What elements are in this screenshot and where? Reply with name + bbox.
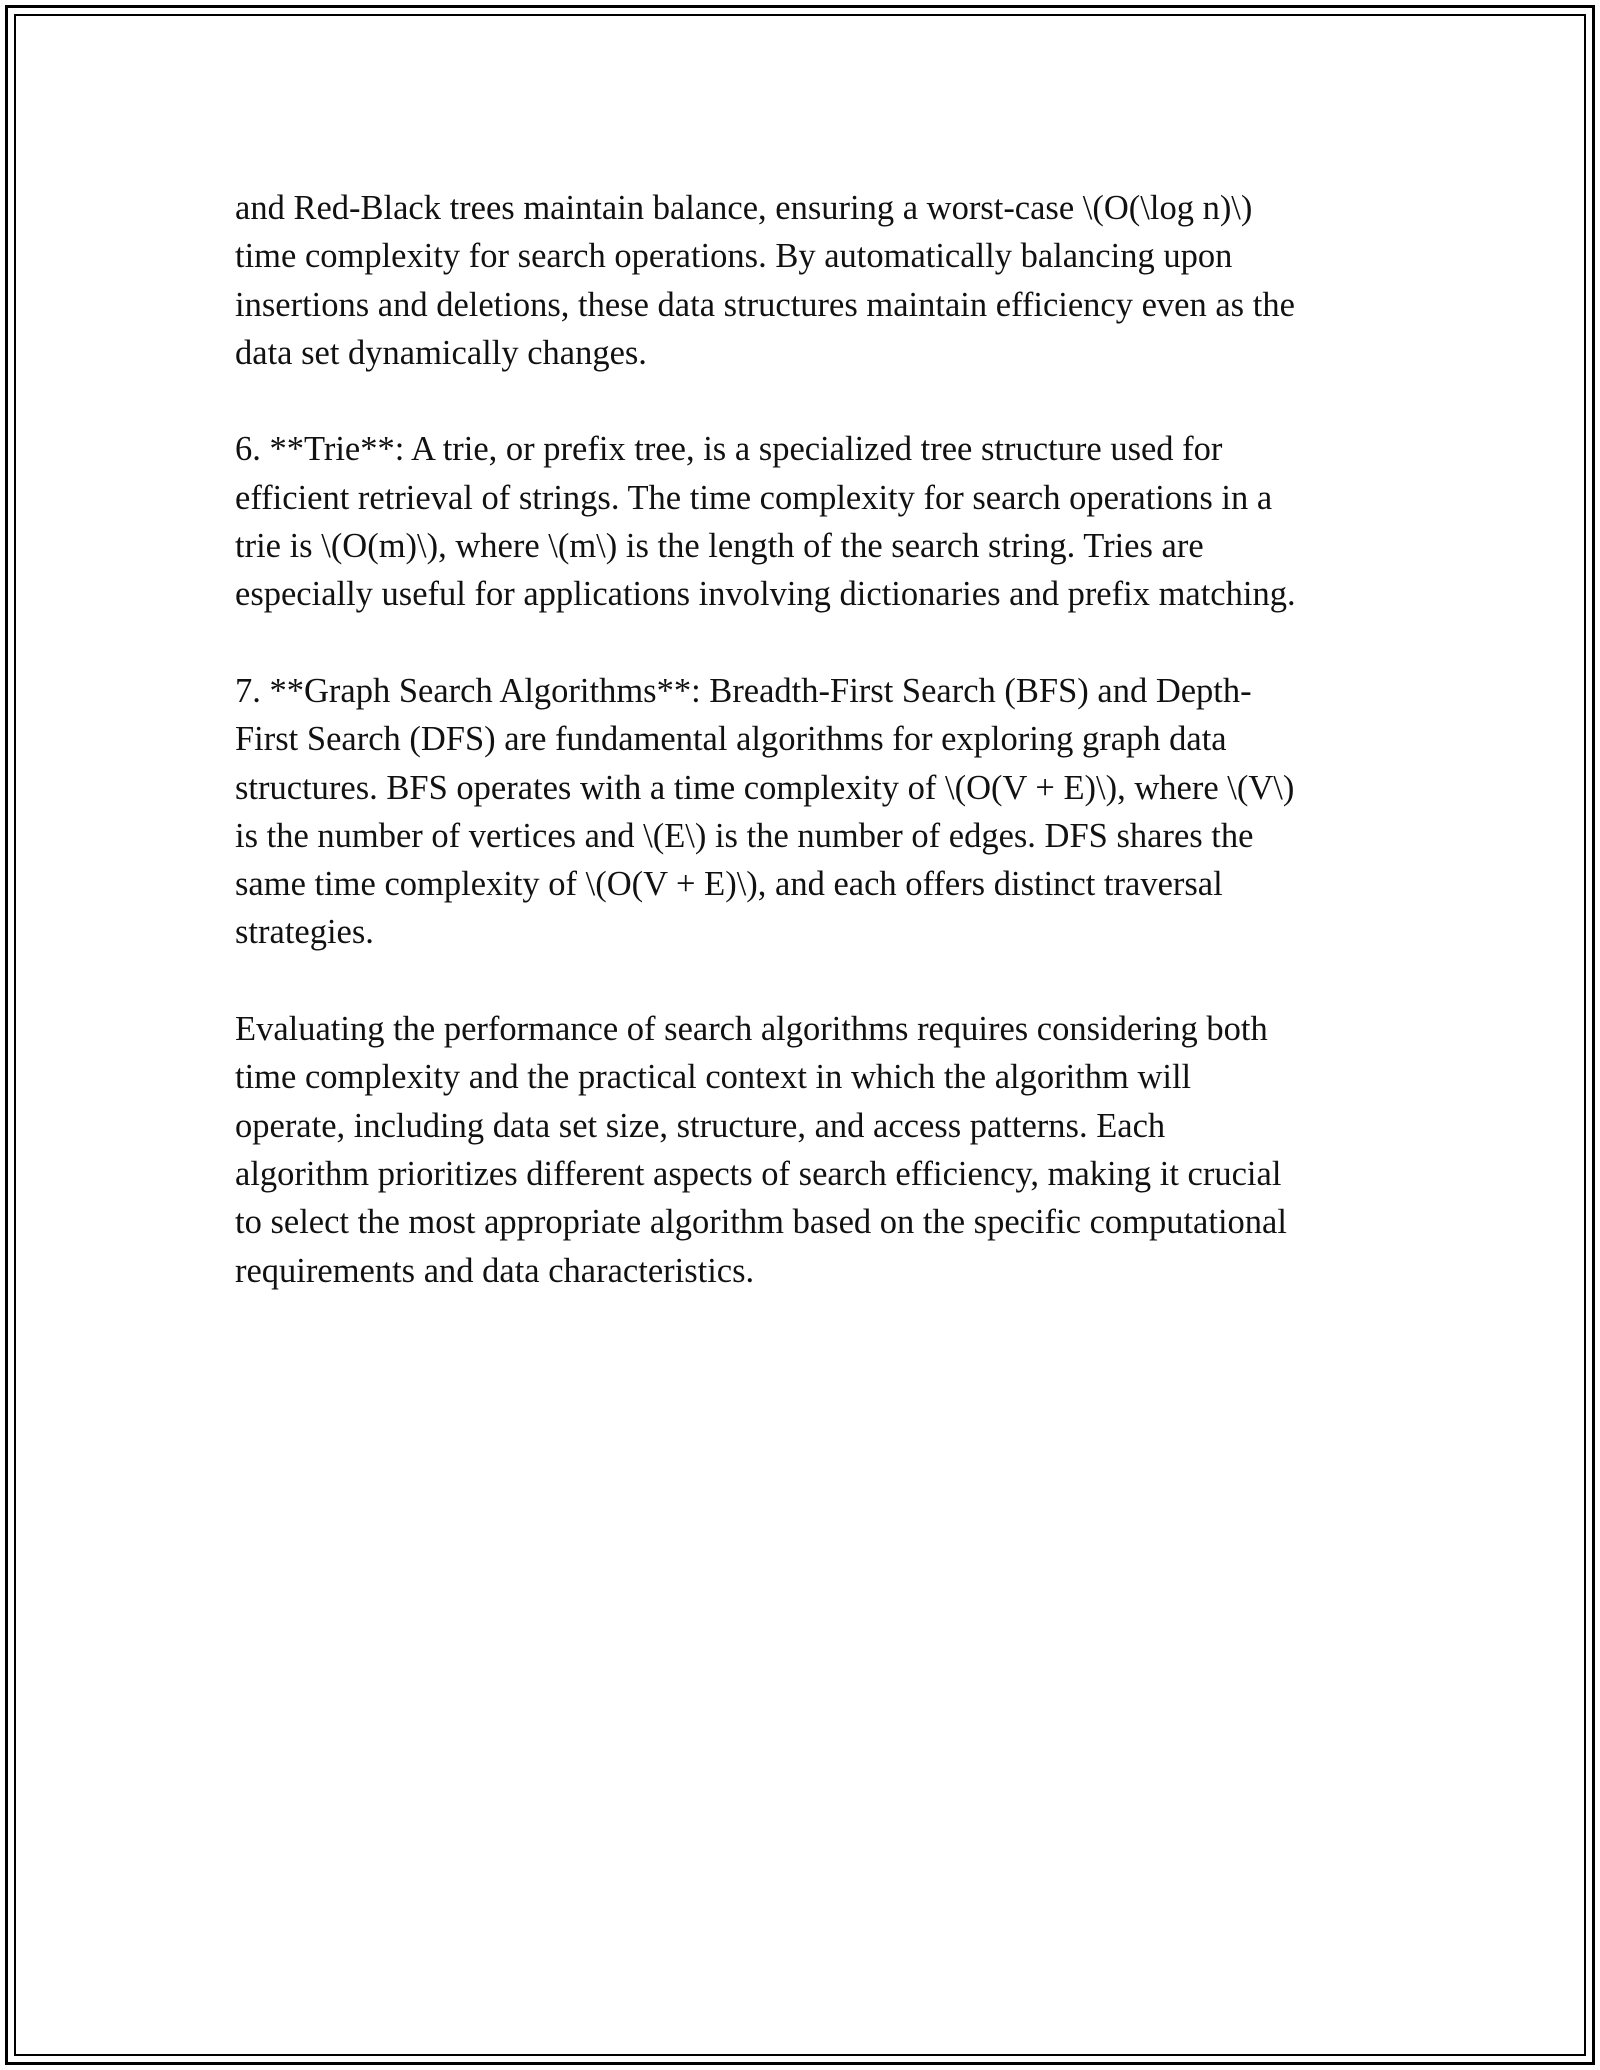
text-line: insertions and deletions, these data structures maintain efficiency even as the xyxy=(235,285,1295,324)
text-line: time complexity and the practical context in which the algorithm will xyxy=(235,1058,1192,1097)
text-line: Evaluating the performance of search algorithms requires considering both xyxy=(235,1010,1268,1049)
text-line: algorithm prioritizes different aspects of search efficiency, making it crucial xyxy=(235,1154,1282,1193)
text-line: to select the most appropriate algorithm based on the specific computational xyxy=(235,1203,1287,1242)
text-line: structures. BFS operates with a time complexity of \(O(V + E)\), where \(V\) xyxy=(235,768,1295,807)
text-line: 7. **Graph Search Algorithms**: Breadth-First Search (BFS) and Depth- xyxy=(235,671,1252,710)
document-body xyxy=(235,184,1385,1295)
text-line: and Red-Black trees maintain balance, ensuring a worst-case \(O(\log n)\) xyxy=(235,189,1253,227)
text-line: efficient retrieval of strings. The time complexity for search operations in a xyxy=(235,478,1273,517)
paragraph-graph-search xyxy=(235,667,1385,957)
paragraph-balanced-trees xyxy=(235,184,1385,377)
text-line: operate, including data set size, structure, and access patterns. Each xyxy=(235,1106,1166,1145)
paragraph-trie xyxy=(235,425,1385,618)
text-line: is the number of vertices and \(E\) is the number of edges. DFS shares the xyxy=(235,816,1254,855)
text-line: 6. **Trie**: A trie, or prefix tree, is a specialized tree structure used for xyxy=(235,430,1223,469)
text-line: requirements and data characteristics. xyxy=(235,1251,755,1290)
text-line: same time complexity of \(O(V + E)\), and each offers distinct traversal xyxy=(235,865,1223,904)
text-line: time complexity for search operations. By automatically balancing upon xyxy=(235,237,1233,276)
text-line: especially useful for applications involving dictionaries and prefix matching. xyxy=(235,575,1296,614)
text-line: data set dynamically changes. xyxy=(235,333,647,372)
text-line: trie is \(O(m)\), where \(m\) is the length of the search string. Tries are xyxy=(235,527,1204,566)
paragraph-evaluation xyxy=(235,1005,1385,1295)
text-line: First Search (DFS) are fundamental algorithms for exploring graph data xyxy=(235,720,1227,759)
text-line: strategies. xyxy=(235,913,374,952)
